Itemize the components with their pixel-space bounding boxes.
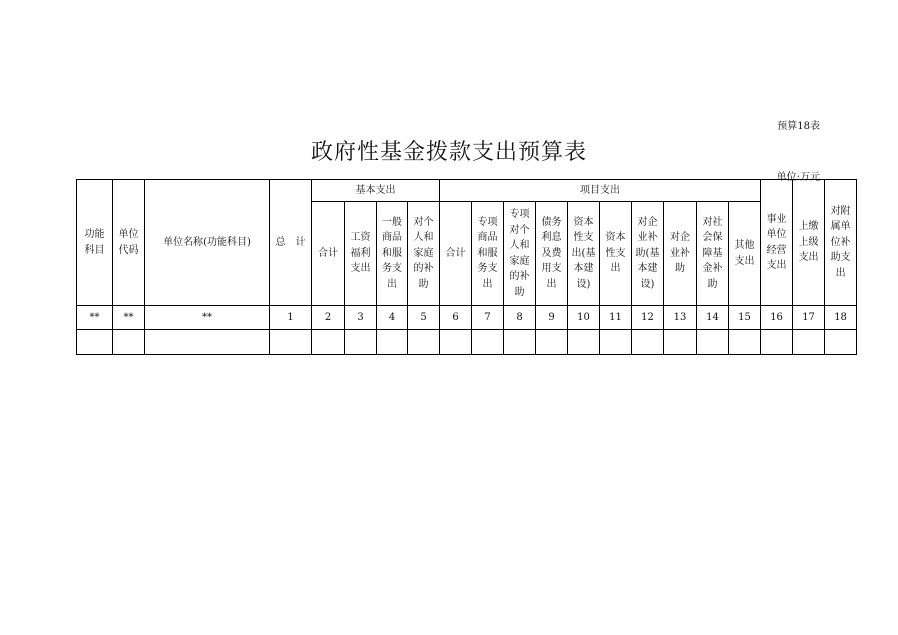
header-basic-subtotal: 合计 — [312, 202, 345, 306]
table-cell — [568, 330, 600, 355]
code-cell: 18 — [825, 306, 857, 330]
table-number: 预算18表 — [777, 121, 820, 132]
header-project-debt-interest: 债务利息及费用支出 — [536, 202, 568, 306]
unit-note: 单位:万元 — [776, 172, 820, 183]
table-cell — [761, 330, 793, 355]
header-total: 总 计 — [270, 180, 312, 306]
header-project-capital-construction: 资本性支出(基本建设) — [568, 202, 600, 306]
code-cell: 14 — [697, 306, 729, 330]
header-basic-individual-subsidy: 对个人和家庭的补助 — [408, 202, 440, 306]
code-cell: 16 — [761, 306, 793, 330]
code-cell: 11 — [600, 306, 632, 330]
table-cell — [536, 330, 568, 355]
table-cell — [504, 330, 536, 355]
table-cell — [312, 330, 345, 355]
table-cell — [825, 330, 857, 355]
code-cell: 9 — [536, 306, 568, 330]
header-project-subtotal: 合计 — [440, 202, 472, 306]
code-row — [77, 306, 857, 330]
table-cell — [77, 330, 113, 355]
code-cell: 3 — [345, 306, 377, 330]
table-cell — [697, 330, 729, 355]
code-cell: 7 — [472, 306, 504, 330]
table-cell — [113, 330, 145, 355]
table-cell — [270, 330, 312, 355]
header-function-subject: 功能科目 — [77, 180, 113, 306]
code-cell: 13 — [664, 306, 697, 330]
budget-table — [76, 179, 857, 355]
header-basic-group: 基本支出 — [312, 180, 440, 202]
table-cell — [408, 330, 440, 355]
code-cell: 6 — [440, 306, 472, 330]
header-remit-superior: 上缴上级支出 — [793, 180, 825, 306]
table-cell — [440, 330, 472, 355]
code-cell: 8 — [504, 306, 536, 330]
code-cell: 15 — [729, 306, 761, 330]
table-cell — [345, 330, 377, 355]
header-basic-wages: 工资福利支出 — [345, 202, 377, 306]
table-cell — [664, 330, 697, 355]
header-subsidiary-subsidy: 对附属单位补助支出 — [825, 180, 857, 306]
table-cell — [793, 330, 825, 355]
table-cell — [145, 330, 270, 355]
table-row — [77, 330, 857, 355]
header-project-capital: 资本性支出 — [600, 202, 632, 306]
table-cell — [729, 330, 761, 355]
table-cell — [600, 330, 632, 355]
table-cell — [377, 330, 408, 355]
table-cell — [632, 330, 664, 355]
code-cell: 12 — [632, 306, 664, 330]
code-cell: ** — [113, 306, 145, 330]
header-project-individual-subsidy: 专项对个人和家庭的补助 — [504, 202, 536, 306]
header-project-special-goods: 专项商品和服务支出 — [472, 202, 504, 306]
code-cell: 1 — [270, 306, 312, 330]
page-title: 政府性基金拨款支出预算表 — [310, 140, 587, 165]
header-basic-goods-services: 一般商品和服务支出 — [377, 202, 408, 306]
table-cell — [472, 330, 504, 355]
header-project-group: 项目支出 — [440, 180, 761, 202]
header-project-enterprise-construction: 对企业补助(基本建设) — [632, 202, 664, 306]
code-cell: ** — [145, 306, 270, 330]
code-cell: ** — [77, 306, 113, 330]
code-cell: 5 — [408, 306, 440, 330]
header-project-other: 其他支出 — [729, 202, 761, 306]
code-cell: 10 — [568, 306, 600, 330]
header-project-social-security: 对社会保障基金补助 — [697, 202, 729, 306]
header-project-enterprise-subsidy: 对企业补助 — [664, 202, 697, 306]
header-row-group — [77, 180, 857, 202]
header-unit-name: 单位名称(功能科目) — [145, 180, 270, 306]
header-unit-code: 单位代码 — [113, 180, 145, 306]
code-cell: 4 — [377, 306, 408, 330]
code-cell: 17 — [793, 306, 825, 330]
header-business-expense: 事业单位经营支出 — [761, 180, 793, 306]
code-cell: 2 — [312, 306, 345, 330]
